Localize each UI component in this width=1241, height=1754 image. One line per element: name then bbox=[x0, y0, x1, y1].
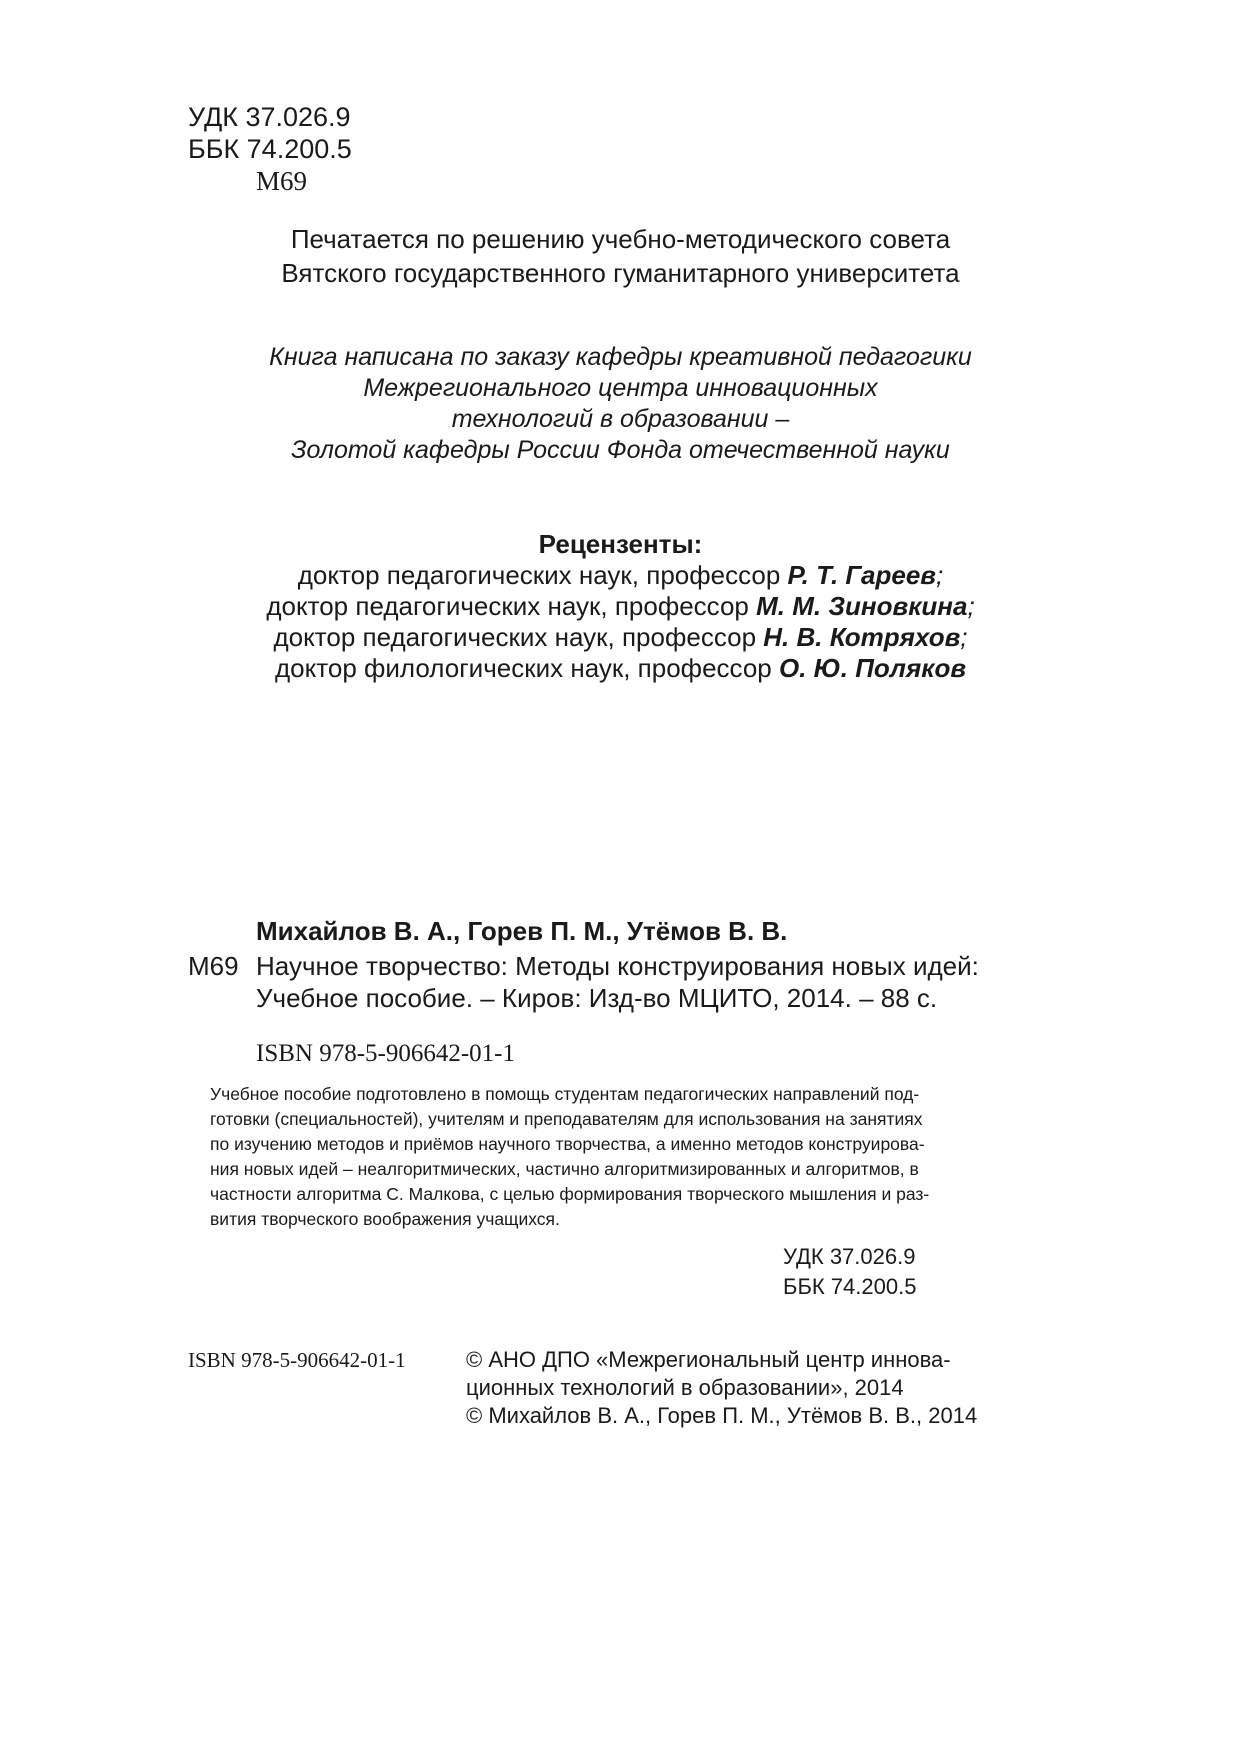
udk-code: УДК 37.026.9 bbox=[188, 102, 351, 132]
reviewer-role: доктор педагогических наук, профессор bbox=[273, 622, 757, 652]
abstract-line: ния новых идей – неалгоритмических, частично алгоритмизированных и алгоритмов, в bbox=[210, 1159, 919, 1179]
reviewer-item bbox=[0, 622, 1241, 653]
reviewer-separator: ; bbox=[960, 622, 968, 652]
bibliography-mark: М69 bbox=[188, 951, 239, 981]
footer-udk: УДК 37.026.9 bbox=[783, 1244, 916, 1269]
reviewer-role: доктор педагогических наук, профессор bbox=[266, 591, 749, 621]
reviewers-title: Рецензенты: bbox=[538, 529, 703, 559]
copyright-line: ционных технологий в образовании», 2014 bbox=[466, 1375, 904, 1400]
reviewer-item bbox=[0, 560, 1241, 591]
ordered-line: технологий в образовании – bbox=[451, 405, 790, 433]
abstract-line: Учебное пособие подготовлено в помощь студентам педагогических направлений под- bbox=[210, 1084, 920, 1104]
reviewer-role: доктор филологических наук, профессор bbox=[274, 653, 772, 683]
reviewer-name: Р. Т. Гареев bbox=[787, 560, 937, 590]
reviewer-separator: ; bbox=[936, 560, 944, 590]
reviewer-name: О. Ю. Поляков bbox=[778, 653, 967, 683]
ordered-by-notice bbox=[0, 342, 1241, 466]
ordered-line: Межрегионального центра инновационных bbox=[363, 374, 878, 402]
footer-bbk: ББК 74.200.5 bbox=[783, 1274, 917, 1299]
council-line: Печатается по решению учебно-методического совета bbox=[290, 224, 951, 254]
abstract-line: по изучению методов и приёмов научного творчества, а именно методов конструирова- bbox=[210, 1134, 925, 1154]
council-line: Вятского государственного гуманитарного университета bbox=[281, 258, 960, 288]
reviewer-item bbox=[0, 591, 1241, 622]
reviewers-section bbox=[0, 528, 1241, 684]
ordered-line: Золотой кафедры России Фонда отечественной науки bbox=[291, 436, 950, 464]
abstract bbox=[210, 1082, 1090, 1232]
abstract-line: вития творческого воображения учащихся. bbox=[210, 1209, 560, 1229]
footer-isbn: ISBN 978-5-906642-01-1 bbox=[188, 1348, 406, 1372]
bibliography-publication: Учебное пособие. – Киров: Изд-во МЦИТО, 2014. – 88 с. bbox=[256, 983, 938, 1013]
reviewer-role: доктор педагогических наук, профессор bbox=[297, 560, 781, 590]
copyright-line: © АНО ДПО «Межрегиональный центр иннова- bbox=[466, 1347, 951, 1372]
copyright-line: © Михайлов В. А., Горев П. М., Утёмов В. В., 2014 bbox=[466, 1403, 978, 1428]
reviewer-separator: ; bbox=[967, 591, 975, 621]
council-notice bbox=[0, 222, 1241, 290]
abstract-line: частности алгоритма С. Малкова, с целью формирования творческого мышления и раз- bbox=[210, 1184, 930, 1204]
reviewer-name: М. М. Зиновкина bbox=[756, 591, 968, 621]
reviewer-name: Н. В. Котряхов bbox=[763, 622, 961, 652]
reviewer-item bbox=[0, 653, 1241, 684]
abstract-line: готовки (специальностей), учителям и преподавателям для использования на занятиях bbox=[210, 1109, 923, 1129]
bibliography-isbn: ISBN 978-5-906642-01-1 bbox=[256, 1040, 516, 1067]
author-mark: М69 bbox=[256, 166, 308, 196]
bbk-code: ББК 74.200.5 bbox=[188, 134, 352, 164]
bibliography-authors: Михайлов В. А., Горев П. М., Утёмов В. В. bbox=[256, 916, 788, 946]
ordered-line: Книга написана по заказу кафедры креативной педагогики bbox=[269, 343, 972, 371]
bibliography-title: Научное творчество: Методы конструирования новых идей: bbox=[256, 951, 979, 981]
